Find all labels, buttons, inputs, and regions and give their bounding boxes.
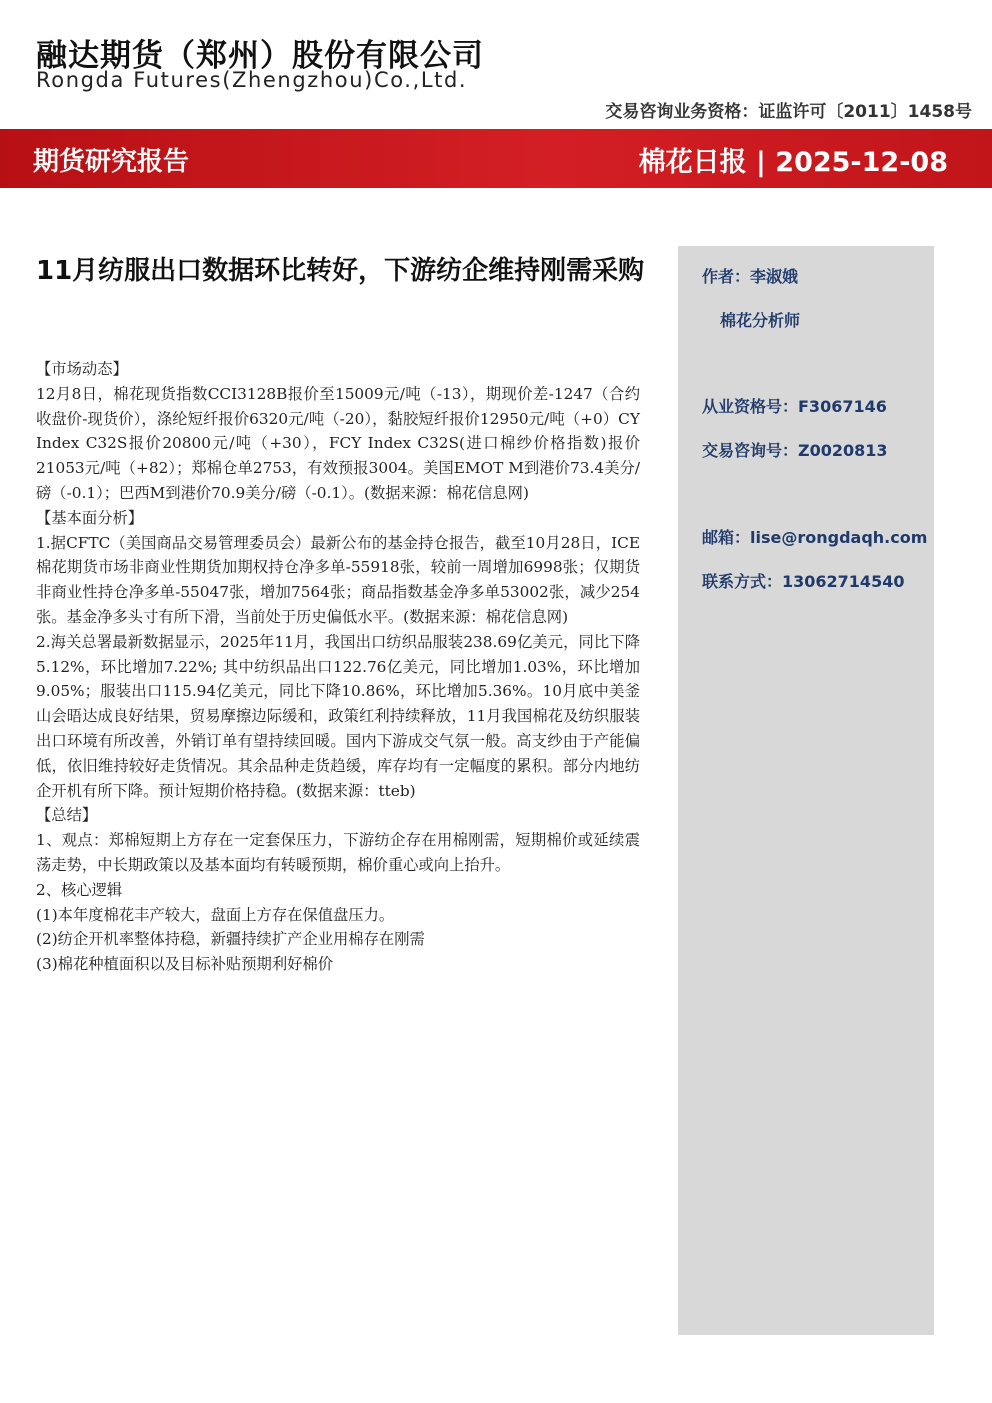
section-heading-market: 【市场动态】 bbox=[36, 360, 128, 378]
author-name: 作者：李淑娥 bbox=[702, 267, 799, 286]
company-name-cn: 融达期货（郑州）股份有限公司 bbox=[36, 38, 484, 74]
article-headline: 11月纺服出口数据环比转好，下游纺企维持刚需采购 bbox=[36, 256, 645, 286]
qualification-number: 从业资格号：F3067146 bbox=[702, 397, 887, 416]
paragraph-customs: 2.海关总署最新数据显示，2025年11月，我国出口纺织品服装238.69亿美元，同比下降5.12%，环比增加7.22%; 其中纺织品出口122.76亿美元，同比增加1.03%，环比增加9.05%；服装出口115.94亿美元，同比下降10.86%，环比增加5.36%。10月底中美釜山会晤达成良好结果，贸易摩擦边际缓和，政策红利持续释放，11月我国棉花及纺织服装出口环境有所改善，外销订单有望持续回暖。国内下游成交气氛一般。高支纱由于产能偏低，依旧维持较好走货情况。其余品种走货趋缓，库存均有一定幅度的累积。部分内地纺企开机有所下降。预计短期价格持稳。(数据来源：tteb) bbox=[36, 632, 640, 800]
paragraph-logic-1: (1)本年度棉花丰产较大，盘面上方存在保值盘压力。 bbox=[36, 905, 395, 924]
banner-report-date: 棉花日报 | 2025-12-08 bbox=[638, 147, 948, 178]
paragraph-cftc: 1.据CFTC（美国商品交易管理委员会）最新公布的基金持仓报告，截至10月28日，ICE棉花期货市场非商业性期货加期权持仓净多单-55918张，较前一周增加6998张；仅期货非商业性持仓净多单-55047张，增加7564张；商品指数基金净多单53002张，减少254张。基金净多头寸有所下滑，当前处于历史偏低水平。(数据来源：棉花信息网) bbox=[36, 533, 640, 626]
author-role: 棉花分析师 bbox=[720, 311, 801, 330]
license-info: 交易咨询业务资格：证监许可〔2011〕1458号 bbox=[605, 102, 972, 122]
author-phone: 联系方式：13062714540 bbox=[702, 572, 905, 591]
paragraph-market: 12月8日，棉花现货指数CCI3128B报价至15009元/吨（-13），期现价差-1247（合约收盘价-现货价），涤纶短纤报价6320元/吨（-20），黏胶短纤报价12950元/吨（+0）CY Index C32S报价20800元/吨（+30），FCY Index C32S(进口棉纱价格指数)报价21053元/吨（+82）；郑棉仓单2753，有效预报3004。美国EMOT M到港价73.4美分/磅（-0.1）；巴西M到港价70.9美分/磅（-0.1）。(数据来源：棉花信息网) bbox=[36, 384, 640, 502]
report-banner bbox=[0, 129, 992, 188]
paragraph-logic-2: (2)纺企开机率整体持稳，新疆持续扩产企业用棉存在刚需 bbox=[36, 930, 425, 949]
paragraph-core-logic: 2、核心逻辑 bbox=[36, 880, 123, 899]
section-heading-summary: 【总结】 bbox=[36, 806, 98, 825]
author-sidebar bbox=[678, 246, 934, 1335]
section-heading-fundamentals: 【基本面分析】 bbox=[36, 508, 144, 527]
consult-number: 交易咨询号：Z0020813 bbox=[702, 441, 888, 460]
paragraph-logic-3: (3)棉花种植面积以及目标补贴预期利好棉价 bbox=[36, 955, 334, 974]
author-email: 邮箱：lise@rongdaqh.com bbox=[702, 528, 928, 547]
banner-report-type: 期货研究报告 bbox=[33, 147, 190, 177]
article-body bbox=[36, 357, 640, 977]
company-name-en: Rongda Futures(Zhengzhou)Co.,Ltd. bbox=[36, 68, 468, 92]
paragraph-viewpoint: 1、观点：郑棉短期上方存在一定套保压力，下游纺企存在用棉刚需，短期棉价或延续震荡走势，中长期政策以及基本面均有转暖预期，棉价重心或向上抬升。 bbox=[36, 831, 640, 874]
